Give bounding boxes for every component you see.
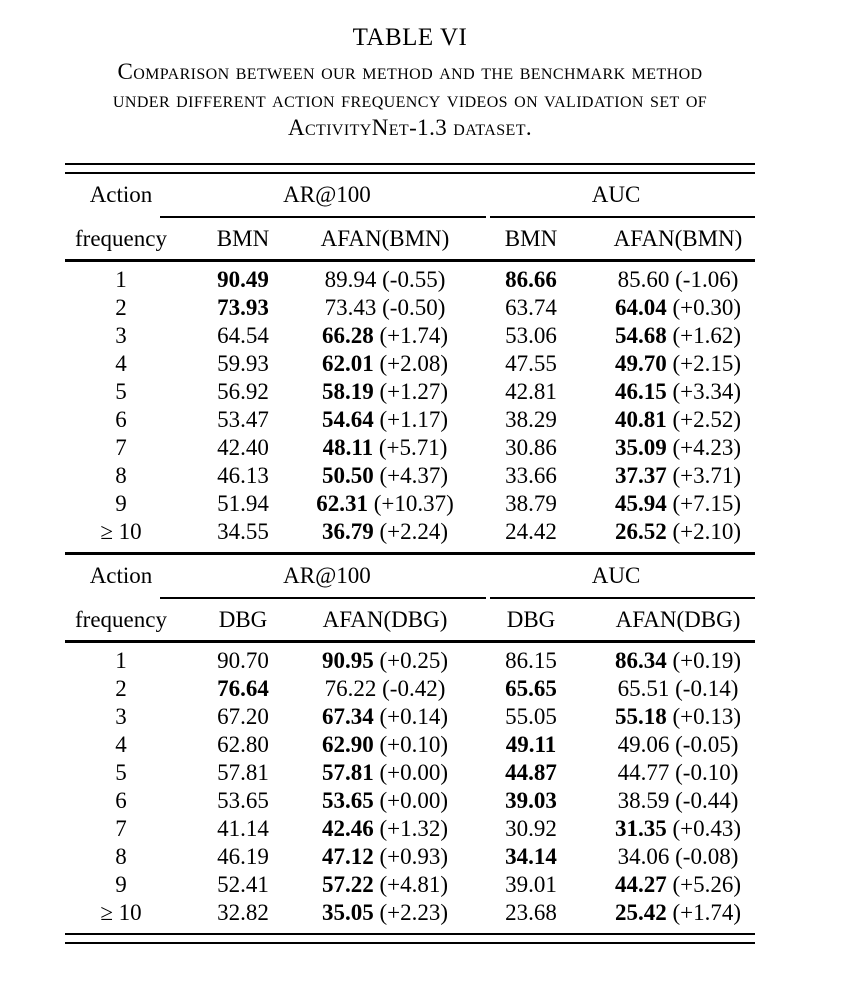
frequency-cell: 7: [115, 816, 127, 841]
frequency-cell: 1: [115, 648, 127, 673]
metric-value: 39.01: [505, 872, 557, 897]
metric-delta: (+2.08): [373, 351, 449, 376]
header-afan-dbg-ar100: AFAN(DBG): [322, 607, 448, 632]
frequency-cell: 7: [115, 435, 127, 460]
metric-value: 42.46: [321, 816, 374, 841]
value-cell: [177, 647, 309, 675]
metric-value: 53.65: [217, 788, 269, 813]
table-row: [65, 322, 755, 350]
auc-group-rule: [490, 597, 755, 599]
value-cell: [601, 815, 755, 843]
metric-delta: (+0.13): [666, 704, 742, 729]
metric-value: 86.34: [614, 648, 667, 673]
metric-delta: (+7.15): [666, 491, 742, 516]
value-cell: [461, 703, 601, 731]
metric-value: 50.50: [321, 463, 374, 488]
table-row: [65, 462, 755, 490]
value-cell: [601, 871, 755, 899]
value-cell: [309, 406, 461, 434]
value-cell: [177, 434, 309, 462]
value-cell: [461, 378, 601, 406]
value-cell: [177, 406, 309, 434]
table-row: [65, 350, 755, 378]
bmn-group-underlines: [65, 216, 755, 218]
metric-delta: (+5.26): [666, 872, 742, 897]
metric-value: 45.94: [614, 491, 667, 516]
value-cell: [177, 871, 309, 899]
metric-value: 23.68: [505, 900, 557, 925]
value-cell: [177, 787, 309, 815]
value-cell: [177, 350, 309, 378]
metric-delta: (+1.17): [373, 407, 449, 432]
metric-delta: (+2.15): [666, 351, 742, 376]
metric-value: 55.05: [505, 704, 557, 729]
metric-delta: (+0.43): [666, 816, 742, 841]
results-table: [65, 163, 755, 944]
value-cell: [177, 266, 309, 294]
table-row: [65, 815, 755, 843]
frequency-cell: 2: [115, 295, 127, 320]
value-cell: [309, 675, 461, 703]
metric-delta: (-0.14): [669, 676, 739, 701]
header-bmn-ar100: BMN: [216, 226, 270, 251]
metric-value: 42.81: [505, 379, 557, 404]
table-row: [65, 490, 755, 518]
value-cell: [177, 815, 309, 843]
metric-value: 53.65: [321, 788, 374, 813]
frequency-cell: ≥ 10: [100, 900, 142, 925]
frequency-cell: 4: [115, 351, 127, 376]
metric-value: 39.03: [505, 788, 557, 813]
metric-value: 57.22: [321, 872, 374, 897]
table-number-title: TABLE VI: [352, 24, 468, 51]
value-cell: [461, 815, 601, 843]
metric-value: 54.68: [614, 323, 667, 348]
header-group-auc: AUC: [591, 182, 641, 207]
frequency-cell: ≥ 10: [100, 519, 142, 544]
value-cell: [601, 266, 755, 294]
value-cell: [601, 787, 755, 815]
value-cell: [309, 294, 461, 322]
header-group-ar100: AR@100: [283, 182, 371, 207]
value-cell: [309, 462, 461, 490]
header-bmn-auc: BMN: [504, 226, 558, 251]
metric-value: 34.55: [217, 519, 269, 544]
metric-value: 48.11: [322, 435, 374, 460]
header-action-label: Action: [89, 563, 153, 588]
value-cell: [177, 322, 309, 350]
metric-value: 89.94: [324, 267, 377, 292]
value-cell: [461, 294, 601, 322]
value-cell: [461, 350, 601, 378]
metric-value: 66.28: [321, 323, 374, 348]
table-row: [65, 294, 755, 322]
metric-value: 64.54: [217, 323, 269, 348]
metric-value: 86.66: [505, 267, 557, 292]
metric-value: 38.29: [505, 407, 557, 432]
metric-value: 53.06: [505, 323, 557, 348]
frequency-cell: 3: [115, 704, 127, 729]
value-cell: [461, 899, 601, 927]
value-cell: [309, 434, 461, 462]
metric-value: 44.87: [505, 760, 557, 785]
metric-delta: (+2.24): [373, 519, 449, 544]
metric-value: 58.19: [321, 379, 374, 404]
value-cell: [461, 434, 601, 462]
metric-value: 42.40: [217, 435, 269, 460]
table-row: [65, 518, 755, 546]
metric-delta: (+0.19): [666, 648, 742, 673]
frequency-cell: 9: [115, 872, 127, 897]
value-cell: [177, 731, 309, 759]
caption-line-3: ActivityNet-1.3 dataset.: [287, 115, 533, 140]
value-cell: [309, 703, 461, 731]
value-cell: [177, 675, 309, 703]
value-cell: [601, 647, 755, 675]
value-cell: [177, 462, 309, 490]
metric-value: 90.49: [217, 267, 269, 292]
metric-value: 85.60: [617, 267, 670, 292]
metric-value: 30.92: [505, 816, 557, 841]
header-group-ar100: AR@100: [283, 563, 371, 588]
metric-delta: (+1.32): [373, 816, 449, 841]
table-row: [65, 787, 755, 815]
metric-value: 51.94: [217, 491, 269, 516]
header-dbg-auc: DBG: [506, 607, 556, 632]
top-double-rule: [65, 163, 755, 174]
value-cell: [461, 759, 601, 787]
table-caption: [0, 58, 820, 142]
metric-value: 26.52: [614, 519, 667, 544]
value-cell: [309, 322, 461, 350]
metric-value: 24.42: [505, 519, 557, 544]
metric-delta: (-0.42): [376, 676, 446, 701]
value-cell: [309, 378, 461, 406]
table-row: [65, 434, 755, 462]
metric-delta: (+0.25): [373, 648, 449, 673]
frequency-cell: 3: [115, 323, 127, 348]
value-cell: [461, 406, 601, 434]
value-cell: [309, 899, 461, 927]
value-cell: [601, 899, 755, 927]
metric-value: 86.15: [505, 648, 557, 673]
metric-value: 46.13: [217, 463, 269, 488]
header-frequency-label: frequency: [75, 226, 167, 251]
metric-value: 30.86: [505, 435, 557, 460]
metric-value: 38.79: [505, 491, 557, 516]
header-group-auc: AUC: [591, 563, 641, 588]
value-cell: [601, 490, 755, 518]
metric-value: 41.14: [217, 816, 269, 841]
value-cell: [309, 759, 461, 787]
value-cell: [177, 294, 309, 322]
metric-delta: (+10.37): [367, 491, 454, 516]
value-cell: [309, 490, 461, 518]
table-row: [65, 731, 755, 759]
metric-value: 57.81: [321, 760, 374, 785]
metric-value: 56.92: [217, 379, 269, 404]
metric-delta: (-0.08): [669, 844, 739, 869]
value-cell: [177, 703, 309, 731]
metric-value: 59.93: [217, 351, 269, 376]
metric-delta: (+0.30): [666, 295, 742, 320]
table-row: [65, 871, 755, 899]
metric-delta: (-1.06): [669, 267, 739, 292]
frequency-cell: 6: [115, 788, 127, 813]
metric-delta: (+1.74): [373, 323, 449, 348]
value-cell: [309, 787, 461, 815]
metric-delta: (+2.23): [373, 900, 449, 925]
metric-value: 90.95: [321, 648, 374, 673]
metric-delta: (+0.00): [373, 788, 449, 813]
metric-delta: (+0.14): [373, 704, 449, 729]
value-cell: [601, 462, 755, 490]
value-cell: [177, 759, 309, 787]
value-cell: [601, 322, 755, 350]
frequency-cell: 4: [115, 732, 127, 757]
header-action-label: Action: [89, 182, 153, 207]
header-afan-bmn-auc: AFAN(BMN): [613, 226, 743, 251]
value-cell: [601, 518, 755, 546]
value-cell: [309, 843, 461, 871]
value-cell: [309, 871, 461, 899]
metric-delta: (+3.34): [666, 379, 742, 404]
metric-value: 62.90: [321, 732, 374, 757]
metric-value: 34.06: [617, 844, 670, 869]
metric-value: 47.55: [505, 351, 557, 376]
frequency-cell: 8: [115, 463, 127, 488]
value-cell: [601, 378, 755, 406]
dbg-header-groups-row: [65, 555, 755, 589]
header-afan-bmn-ar100: AFAN(BMN): [320, 226, 450, 251]
metric-delta: (+4.37): [373, 463, 449, 488]
value-cell: [461, 843, 601, 871]
value-cell: [601, 759, 755, 787]
metric-value: 35.05: [321, 900, 374, 925]
caption-line-2: under different action frequency videos on validation set of: [112, 87, 708, 112]
metric-delta: (-0.50): [376, 295, 446, 320]
metric-value: 38.59: [617, 788, 670, 813]
metric-value: 49.11: [505, 732, 557, 757]
metric-value: 46.19: [217, 844, 269, 869]
value-cell: [309, 731, 461, 759]
metric-value: 32.82: [217, 900, 269, 925]
dbg-group-underlines: [65, 597, 755, 599]
value-cell: [461, 490, 601, 518]
metric-value: 62.80: [217, 732, 269, 757]
metric-value: 31.35: [614, 816, 667, 841]
value-cell: [461, 731, 601, 759]
value-cell: [601, 843, 755, 871]
value-cell: [601, 294, 755, 322]
bmn-table-body: [65, 262, 755, 552]
metric-value: 54.64: [321, 407, 374, 432]
metric-value: 90.70: [217, 648, 269, 673]
metric-delta: (+3.71): [666, 463, 742, 488]
table-row: [65, 759, 755, 787]
metric-value: 57.81: [217, 760, 269, 785]
table-row: [65, 899, 755, 927]
value-cell: [177, 899, 309, 927]
metric-value: 65.65: [505, 676, 557, 701]
bmn-header-methods-row: [65, 218, 755, 259]
value-cell: [461, 871, 601, 899]
metric-value: 44.27: [614, 872, 667, 897]
bmn-header-groups-row: [65, 174, 755, 208]
value-cell: [461, 462, 601, 490]
dbg-table-body: [65, 643, 755, 933]
value-cell: [309, 518, 461, 546]
table-row: [65, 647, 755, 675]
metric-value: 76.22: [324, 676, 377, 701]
metric-value: 64.04: [614, 295, 667, 320]
value-cell: [461, 787, 601, 815]
metric-value: 67.20: [217, 704, 269, 729]
value-cell: [461, 675, 601, 703]
metric-value: 37.37: [614, 463, 667, 488]
frequency-cell: 9: [115, 491, 127, 516]
metric-value: 40.81: [614, 407, 667, 432]
metric-delta: (+4.23): [666, 435, 742, 460]
metric-delta: (+0.10): [373, 732, 449, 757]
frequency-cell: 2: [115, 676, 127, 701]
header-afan-dbg-auc: AFAN(DBG): [615, 607, 741, 632]
value-cell: [601, 731, 755, 759]
value-cell: [601, 675, 755, 703]
metric-value: 46.15: [614, 379, 667, 404]
header-dbg-ar100: DBG: [218, 607, 268, 632]
bottom-double-rule: [65, 933, 755, 944]
ar100-group-rule: [160, 597, 486, 599]
metric-value: 73.93: [217, 295, 269, 320]
metric-value: 62.31: [316, 491, 368, 516]
metric-value: 44.77: [617, 760, 670, 785]
value-cell: [309, 350, 461, 378]
dbg-header-methods-row: [65, 599, 755, 640]
value-cell: [177, 490, 309, 518]
value-cell: [461, 322, 601, 350]
metric-value: 52.41: [217, 872, 269, 897]
metric-delta: (+1.27): [373, 379, 449, 404]
metric-value: 33.66: [505, 463, 557, 488]
value-cell: [309, 266, 461, 294]
header-frequency-label: frequency: [75, 607, 167, 632]
metric-value: 53.47: [217, 407, 269, 432]
frequency-cell: 6: [115, 407, 127, 432]
frequency-cell: 8: [115, 844, 127, 869]
metric-value: 65.51: [617, 676, 670, 701]
metric-value: 49.70: [614, 351, 667, 376]
metric-value: 36.79: [321, 519, 374, 544]
value-cell: [601, 350, 755, 378]
metric-value: 76.64: [217, 676, 269, 701]
value-cell: [601, 434, 755, 462]
metric-delta: (-0.10): [669, 760, 739, 785]
table-row: [65, 675, 755, 703]
value-cell: [177, 518, 309, 546]
metric-delta: (+4.81): [373, 872, 449, 897]
value-cell: [601, 703, 755, 731]
value-cell: [309, 647, 461, 675]
metric-value: 55.18: [614, 704, 667, 729]
metric-delta: (+0.93): [373, 844, 449, 869]
metric-value: 25.42: [614, 900, 667, 925]
table-row: [65, 266, 755, 294]
caption-line-1: Comparison between our method and the benchmark method: [117, 59, 703, 84]
metric-delta: (-0.44): [669, 788, 739, 813]
metric-value: 35.09: [614, 435, 667, 460]
metric-value: 34.14: [505, 844, 557, 869]
ar100-group-rule: [160, 216, 486, 218]
metric-delta: (+1.62): [666, 323, 742, 348]
frequency-cell: 5: [115, 379, 127, 404]
auc-group-rule: [490, 216, 755, 218]
metric-value: 49.06: [617, 732, 670, 757]
frequency-cell: 1: [115, 267, 127, 292]
metric-delta: (+5.71): [373, 435, 448, 460]
value-cell: [177, 378, 309, 406]
metric-value: 63.74: [505, 295, 557, 320]
table-row: [65, 703, 755, 731]
value-cell: [461, 647, 601, 675]
metric-delta: (+0.00): [373, 760, 449, 785]
table-row: [65, 406, 755, 434]
value-cell: [601, 406, 755, 434]
value-cell: [177, 843, 309, 871]
metric-value: 47.12: [321, 844, 374, 869]
frequency-cell: 5: [115, 760, 127, 785]
metric-value: 67.34: [321, 704, 374, 729]
table-row: [65, 378, 755, 406]
value-cell: [461, 266, 601, 294]
metric-value: 62.01: [321, 351, 374, 376]
metric-value: 73.43: [324, 295, 377, 320]
metric-delta: (+2.10): [666, 519, 742, 544]
table-row: [65, 843, 755, 871]
value-cell: [309, 815, 461, 843]
metric-delta: (-0.05): [669, 732, 739, 757]
value-cell: [461, 518, 601, 546]
metric-delta: (+2.52): [666, 407, 742, 432]
metric-delta: (+1.74): [666, 900, 742, 925]
metric-delta: (-0.55): [376, 267, 446, 292]
